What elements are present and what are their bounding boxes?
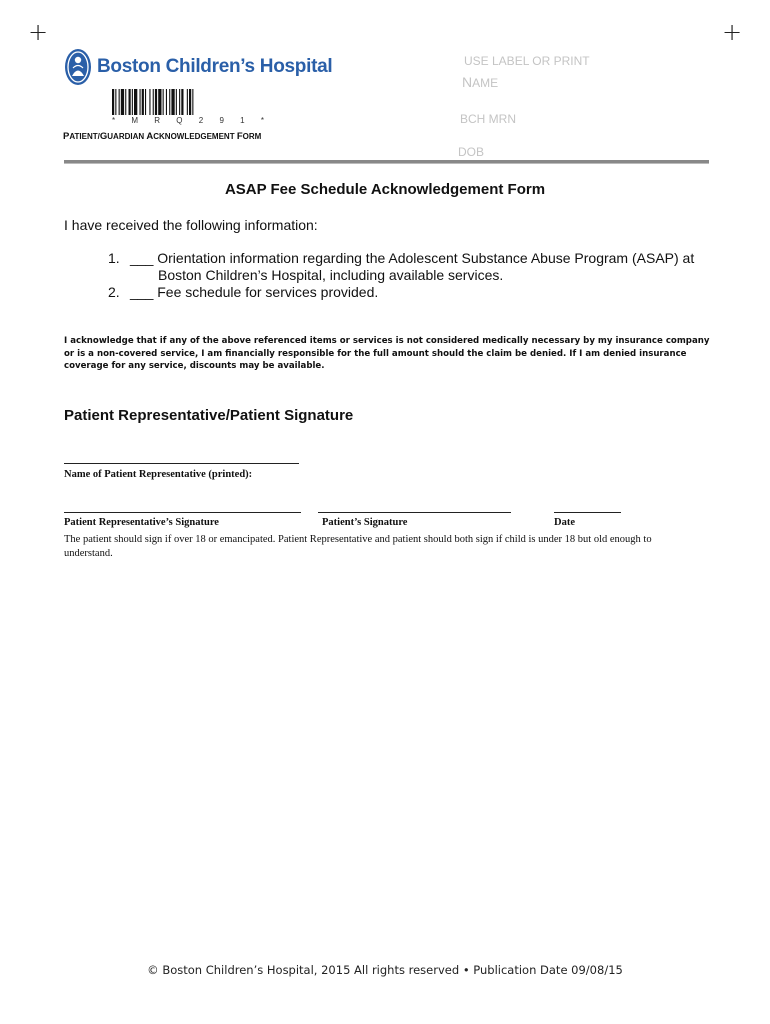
name-field[interactable]: NAME	[462, 74, 499, 90]
signature-note: The patient should sign if over 18 or emancipated. Patient Representative and patient should both sign if child is under 18 but old enough to understand.	[64, 534, 652, 559]
barcode-bar	[134, 89, 137, 115]
page-title: ASAP Fee Schedule Acknowledgement Form	[224, 181, 546, 198]
barcode-char: R	[154, 116, 161, 125]
barcode-bar	[171, 89, 174, 115]
barcode-bar	[132, 89, 133, 115]
form-type-label: PATIENT/GUARDIAN ACKNOWLEDGEMENT FORM	[63, 131, 262, 142]
barcode-bar	[149, 89, 150, 115]
name-printed-label: Name of Patient Representative (printed):	[64, 469, 253, 480]
barcode-char: *	[260, 116, 264, 125]
barcode-char: 9	[219, 116, 224, 125]
barcode-bar	[153, 89, 154, 115]
list-item: 1. ___ Orientation information regarding the Adolescent Substance Abuse Program (ASAP) at Boston Children’s Hospital, including available services.	[108, 250, 695, 283]
patient-signature-label: Patient’s Signature	[322, 517, 408, 528]
logo-text: Boston Children’s Hospital	[97, 56, 333, 77]
list-item-checkbox-text[interactable]: ___ Orientation information regarding the Adolescent Substance Abuse Program (ASAP) at	[130, 250, 695, 266]
date-label: Date	[554, 517, 575, 528]
name-printed-line[interactable]	[64, 463, 299, 464]
barcode-bar	[169, 89, 170, 115]
intro-text: I have received the following information:	[64, 217, 318, 233]
list-item: 2. ___ Fee schedule for services provided.	[108, 284, 379, 300]
info-list	[108, 250, 694, 301]
crop-mark-right: +	[722, 18, 743, 46]
barcode	[112, 89, 264, 115]
barcode-bar	[166, 89, 167, 115]
hospital-logo	[64, 47, 333, 87]
dob-field[interactable]: DOB	[458, 145, 485, 159]
barcode-char: 2	[198, 116, 204, 125]
rep-signature-line[interactable]	[64, 512, 301, 513]
mrn-field[interactable]: BCH MRN	[460, 112, 516, 126]
date-line[interactable]	[554, 512, 621, 513]
barcode-bar	[192, 89, 193, 115]
header-divider	[64, 160, 709, 164]
barcode-bar	[158, 89, 161, 115]
barcode-bar	[125, 89, 126, 115]
hospital-crest-icon	[64, 48, 92, 86]
barcode-bar	[176, 89, 177, 115]
barcode-char: Q	[176, 116, 183, 125]
barcode-text	[112, 116, 264, 125]
barcode-bar	[179, 89, 180, 115]
barcode-char: 1	[240, 116, 245, 125]
barcode-bar	[129, 89, 131, 115]
barcode-bar	[119, 89, 120, 115]
barcode-bar	[163, 89, 164, 115]
crop-mark-left: +	[28, 18, 49, 46]
barcode-char: *	[112, 116, 116, 125]
barcode-bar	[142, 89, 144, 115]
barcode-bar	[181, 89, 183, 115]
barcode-char: M	[131, 116, 139, 125]
signature-heading: Patient Representative/Patient Signature	[64, 407, 354, 424]
barcode-bar	[121, 89, 124, 115]
barcode-bar	[145, 89, 146, 115]
acknowledgement-text: I acknowledge that if any of the above referenced items or services is not considered medically necessary by my insurance company or is a non-covered service, I am financially responsible for the full amount should the claim be denied. If I am denied insurance coverage for any service, discounts may be available.	[64, 336, 710, 371]
barcode-bar	[112, 89, 114, 115]
barcode-bar	[189, 89, 191, 115]
footer: © Boston Children’s Hospital, 2015 All rights reserved • Publication Date 09/08/15	[147, 963, 623, 977]
barcode-bar	[140, 89, 141, 115]
barcode-bar	[155, 89, 157, 115]
patient-signature-line[interactable]	[318, 512, 511, 513]
list-item-checkbox-text[interactable]: ___ Fee schedule for services provided.	[130, 284, 379, 300]
use-label-text: USE LABEL OR PRINT	[464, 54, 590, 68]
rep-signature-label: Patient Representative’s Signature	[64, 517, 219, 528]
barcode-bar	[115, 89, 116, 115]
barcode-bar	[187, 89, 188, 115]
